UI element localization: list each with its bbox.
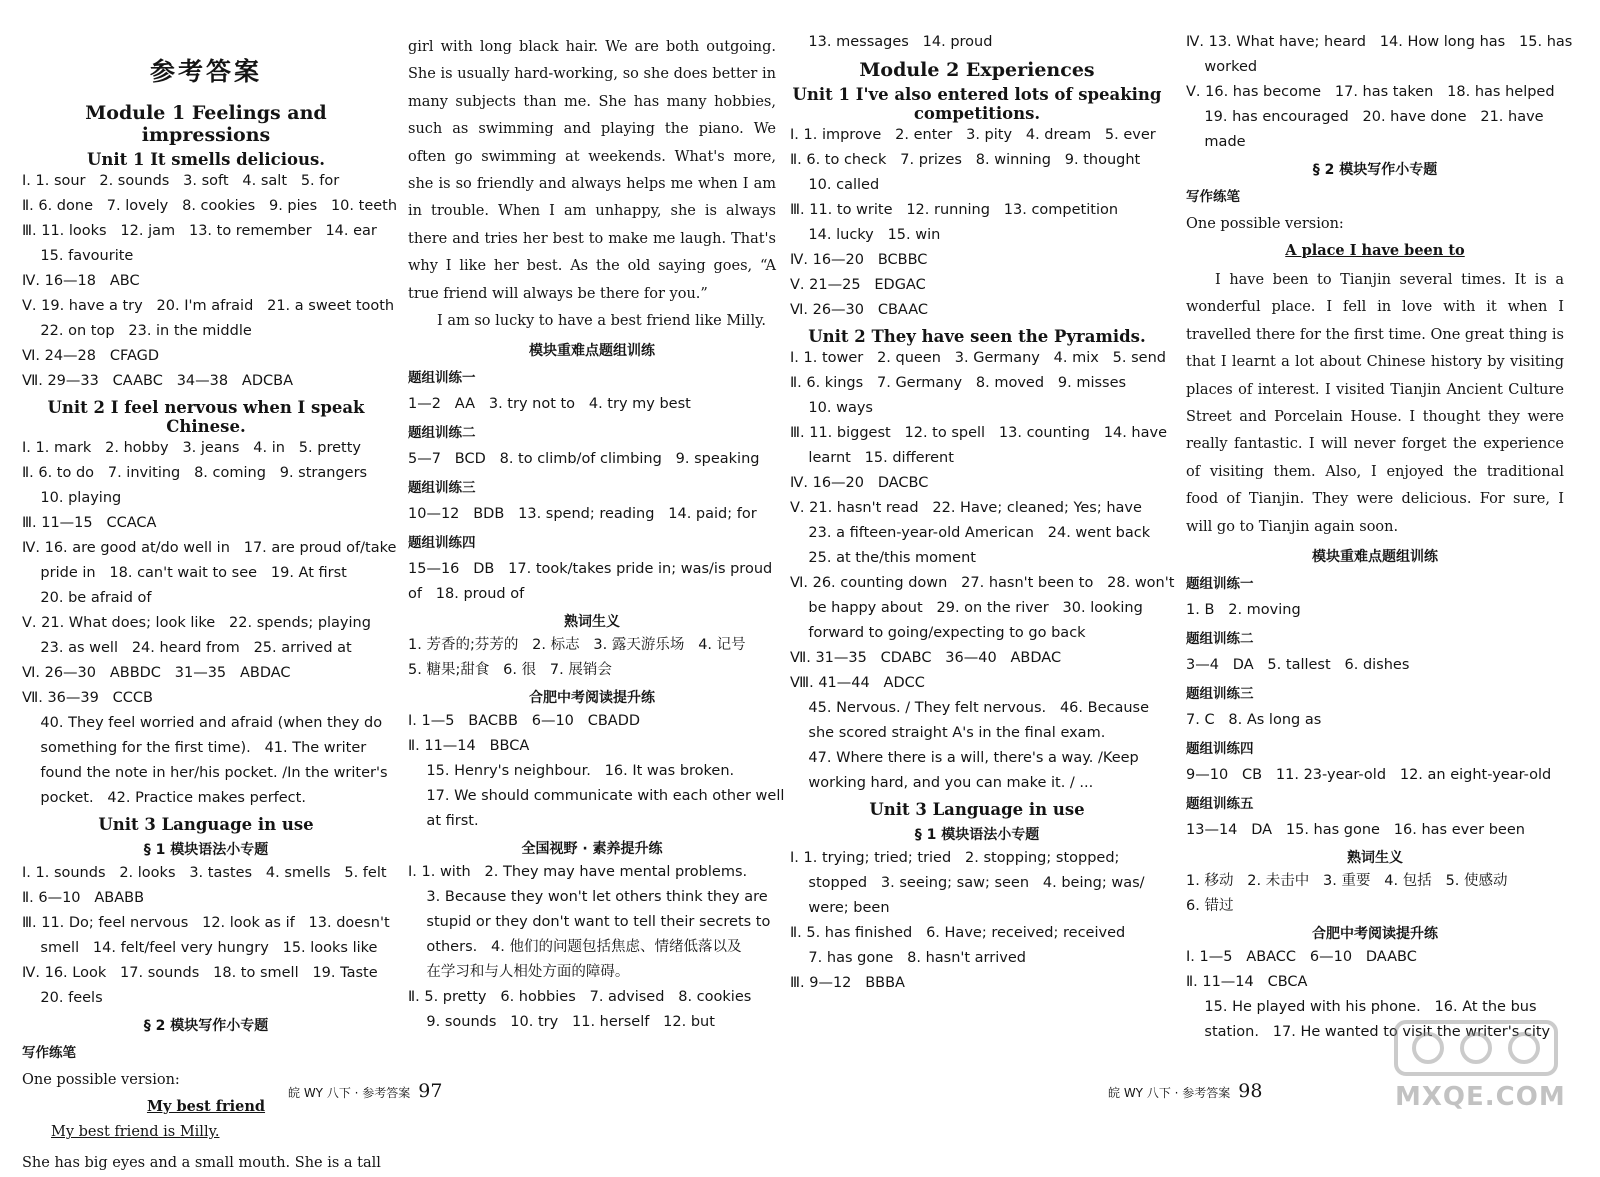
section-heading: 合肥中考阅读提升练 — [529, 690, 655, 707]
unit-heading: Unit 2 They have seen the Pyramids. — [808, 327, 1146, 346]
answer-line: Ⅰ. 1—5 ABACC 6—10 DAABC — [1186, 949, 1417, 966]
answer-line: 19. has encouraged 20. have done 21. have — [1186, 109, 1544, 125]
subsection-label: 题组训练三 — [1186, 686, 1254, 703]
composition-title: A place I have been to — [1285, 242, 1465, 259]
section-heading: 全国视野 · 素养提升练 — [521, 841, 663, 858]
answer-line: Ⅱ. 6. kings 7. Germany 8. moved 9. misses — [790, 375, 1127, 391]
answer-line: Ⅰ. 1—5 BACBB 6—10 CBADD — [408, 713, 641, 730]
answer-line: Ⅴ. 21—25 EDGAC — [790, 277, 926, 293]
composition-paragraph: girl with long black hair. We are both outgoing. She is usually hard-working, so she does better in many subjects than me. She has many hobbies, such as swimming and playing the piano. We often go swimming at weekends. What's more, she is so friendly and always helps me when I am in trouble. When I am unhappy, she is always there and tries her best to make me laugh. That's why I like her best. As the old saying goes, “A true friend will always be there for you.” — [408, 39, 776, 302]
module-heading: Module 2 Experiences — [859, 59, 1095, 81]
answer-line: Ⅳ. 16—20 BCBBC — [790, 252, 928, 268]
answer-line: Ⅴ. 21. hasn't read 22. Have; cleaned; Yes; have — [790, 500, 1142, 516]
answer-line: pride in 18. can't wait to see 19. At first — [22, 565, 347, 581]
text-line: One possible version: — [22, 1072, 180, 1088]
answer-line: were; been — [790, 900, 890, 916]
answer-line: Ⅶ. 29—33 CAABC 34—38 ADCBA — [22, 373, 293, 389]
answer-line: Ⅴ. 16. has become 17. has taken 18. has helped — [1186, 84, 1555, 100]
answer-line: 15. favourite — [22, 248, 134, 264]
composition-title: My best friend — [146, 1098, 266, 1115]
answer-line: Ⅲ. 11. biggest 12. to spell 13. counting 14. have — [790, 425, 1167, 441]
answer-line: learnt 15. different — [790, 450, 954, 466]
answer-line: Ⅲ. 9—12 BBBA — [790, 975, 905, 991]
composition-line: My best friend is Milly. — [51, 1124, 220, 1140]
answer-line: Ⅷ. 41—44 ADCC — [790, 675, 925, 691]
answer-line: 10—12 BDB 13. spend; reading 14. paid; for — [408, 506, 757, 523]
answer-line: something for the first time). 41. The writer — [22, 740, 367, 756]
answer-line: be happy about 29. on the river 30. looking — [790, 600, 1143, 616]
subsection-label: 题组训练一 — [408, 370, 476, 387]
answer-line: Ⅰ. 1. sounds 2. looks 3. tastes 4. smells 5. felt — [22, 865, 387, 881]
section-heading: § 2 模块写作小专题 — [1312, 162, 1438, 178]
answer-line: Ⅳ. 16—20 DACBC — [790, 475, 929, 491]
answer-line: Ⅱ. 11—14 CBCA — [1186, 974, 1308, 991]
answer-line: 15. Henry's neighbour. 16. It was broken. — [408, 763, 735, 780]
answer-line: Ⅱ. 6. to check 7. prizes 8. winning 9. thought — [790, 152, 1141, 168]
answer-line: Ⅰ. 1. mark 2. hobby 3. jeans 4. in 5. pretty — [22, 440, 361, 456]
watermark-text: MXQE.COM — [1395, 1082, 1566, 1112]
answer-line: found the note in her/his pocket. /In the writer's — [22, 765, 388, 781]
answer-line: Ⅳ. 16—18 ABC — [22, 273, 140, 289]
subsection-label: 题组训练二 — [408, 425, 476, 442]
section-heading: 熟词生义 — [564, 614, 620, 631]
answer-line: 5. 糖果;甜食 6. 很 7. 展销会 — [408, 662, 612, 679]
answer-line: 15—16 DB 17. took/takes pride in; was/is proud — [408, 561, 773, 578]
answer-line: Ⅳ. 16. are good at/do well in 17. are proud of/take — [22, 540, 397, 556]
answer-line: 23. as well 24. heard from 25. arrived at — [22, 640, 352, 656]
answer-line: 20. be afraid of — [22, 590, 152, 606]
answer-column-3 — [790, 34, 1175, 1000]
answer-line: worked — [1186, 59, 1258, 75]
answer-line: made — [1186, 134, 1246, 150]
composition-paragraph: She has big eyes and a small mouth. She is a tall — [22, 1155, 381, 1171]
answer-line: Ⅰ. 1. improve 2. enter 3. pity 4. dream 5. ever — [790, 127, 1156, 143]
answer-line: pocket. 42. Practice makes perfect. — [22, 790, 306, 806]
answer-line: Ⅲ. 11. to write 12. running 13. competition — [790, 202, 1119, 218]
answer-line: 1. 芳香的;芬芳的 2. 标志 3. 露天游乐场 4. 记号 — [408, 637, 746, 654]
unit-heading: Unit 1 I've also entered lots of speaking competitions. — [792, 85, 1162, 123]
section-heading: § 2 模块写作小专题 — [143, 1018, 269, 1034]
section-heading: 合肥中考阅读提升练 — [1312, 926, 1438, 943]
answer-column-2 — [408, 34, 785, 1039]
answer-line: Ⅶ. 31—35 CDABC 36—40 ABDAC — [790, 650, 1062, 666]
answer-line: 10. ways — [790, 400, 873, 416]
answer-line: Ⅵ. 26—30 CBAAC — [790, 302, 929, 318]
answer-line: 7. has gone 8. hasn't arrived — [790, 950, 1026, 966]
answer-line: Ⅱ. 6. to do 7. inviting 8. coming 9. strangers — [22, 465, 368, 481]
subsection-label: 题组训练三 — [408, 480, 476, 497]
answer-line: Ⅵ. 24—28 CFAGD — [22, 348, 160, 364]
answer-line: stopped 3. seeing; saw; seen 4. being; was/ — [790, 875, 1145, 891]
answer-line: Ⅴ. 19. have a try 20. I'm afraid 21. a sweet tooth — [22, 298, 395, 314]
answer-line: forward to going/expecting to go back — [790, 625, 1086, 641]
answer-line: she scored straight A's in the final exam. — [790, 725, 1106, 741]
unit-heading: Unit 2 I feel nervous when I speak Chinese. — [47, 398, 365, 436]
answer-line: 22. on top 23. in the middle — [22, 323, 252, 339]
answer-line: 10. called — [790, 177, 880, 193]
answer-line: 10. playing — [22, 490, 122, 506]
answer-line: 在学习和与人相处方面的障碍。 — [408, 964, 630, 981]
module-heading: Module 1 Feelings and impressions — [85, 102, 327, 146]
section-heading: § 1 模块语法小专题 — [914, 827, 1040, 843]
composition-paragraph: I am so lucky to have a best friend like Milly. — [437, 313, 766, 330]
section-heading: 模块重难点题组训练 — [529, 343, 655, 360]
subsection-label: 题组训练四 — [408, 535, 476, 552]
answer-line: Ⅵ. 26—30 ABBDC 31—35 ABDAC — [22, 665, 291, 681]
subsection-label: 写作练笔 — [22, 1045, 76, 1061]
answer-line: stupid or they don't want to tell their secrets to — [408, 914, 771, 931]
answer-line: 1. B 2. moving — [1186, 602, 1301, 619]
answer-line: 13. messages 14. proud — [790, 34, 993, 50]
answer-line: 3. Because they won't let others think they are — [408, 889, 768, 906]
answer-line: working hard, and you can make it. / ... — [790, 775, 1094, 791]
footer-right-label: 皖 WY 八下 · 参考答案 — [1108, 1086, 1231, 1100]
answer-line: Ⅲ. 11. looks 12. jam 13. to remember 14. ear — [22, 223, 377, 239]
answer-line: Ⅱ. 11—14 BBCA — [408, 738, 530, 755]
answer-line: 45. Nervous. / They felt nervous. 46. Because — [790, 700, 1150, 716]
section-heading: 熟词生义 — [1347, 850, 1403, 867]
answer-line: 9—10 CB 11. 23-year-old 12. an eight-year-old — [1186, 767, 1552, 784]
answer-line: 15. He played with his phone. 16. At the bus — [1186, 999, 1537, 1016]
answer-line: Ⅳ. 13. What have; heard 14. How long has 15. has — [1186, 34, 1573, 50]
subsection-label: 题组训练二 — [1186, 631, 1254, 648]
unit-heading: Unit 3 Language in use — [869, 800, 1085, 819]
subsection-label: 题组训练一 — [1186, 576, 1254, 593]
answer-line: 40. They feel worried and afraid (when they do — [22, 715, 383, 731]
answer-line: 6. 错过 — [1186, 898, 1234, 915]
answer-line: Ⅰ. 1. sour 2. sounds 3. soft 4. salt 5. for — [22, 173, 340, 189]
answer-line: Ⅱ. 6. done 7. lovely 8. cookies 9. pies 10. teeth — [22, 198, 398, 214]
unit-heading: Unit 1 It smells delicious. — [86, 150, 326, 169]
answer-line: Ⅱ. 5. pretty 6. hobbies 7. advised 8. cookies — [408, 989, 752, 1006]
subsection-label: 题组训练五 — [1186, 796, 1254, 813]
answer-column-4 — [1186, 34, 1573, 1049]
composition-paragraph: I have been to Tianjin several times. It is a wonderful place. I fell in love with it when I travelled there for the first time. One great thing is that I learnt a lot about Chinese history by visiting places of interest. I visited Tianjin Ancient Culture Street and Porcelain House. I thought they were really fantastic. I will never forget the experience of visiting them. Also, I enjoyed the traditional food of Tianjin. They were delicious. For sure, I will go to Tianjin again soon. — [1186, 272, 1564, 535]
footer-right — [1108, 1080, 1262, 1102]
section-heading: § 1 模块语法小专题 — [143, 842, 269, 858]
footer-left-label: 皖 WY 八下 · 参考答案 — [288, 1086, 411, 1100]
answer-line: Ⅱ. 5. has finished 6. Have; received; received — [790, 925, 1126, 941]
answer-line: Ⅱ. 6—10 ABABB — [22, 890, 145, 906]
answer-line: Ⅰ. 1. with 2. They may have mental problems. — [408, 864, 748, 881]
unit-heading: Unit 3 Language in use — [98, 815, 314, 834]
answer-line: 5—7 BCD 8. to climb/of climbing 9. speaking — [408, 451, 760, 468]
answer-line: at first. — [408, 813, 479, 830]
answer-line: others. 4. 他们的问题包括焦虑、情绪低落以及 — [408, 939, 742, 956]
answer-line: Ⅰ. 1. tower 2. queen 3. Germany 4. mix 5. send — [790, 350, 1166, 366]
answer-line: 7. C 8. As long as — [1186, 712, 1322, 729]
footer-left — [288, 1080, 442, 1102]
text-line: One possible version: — [1186, 216, 1344, 232]
answer-line: 3—4 DA 5. tallest 6. dishes — [1186, 657, 1410, 674]
answer-line: 23. a fifteen-year-old American 24. went back — [790, 525, 1151, 541]
page-number-right: 98 — [1238, 1080, 1263, 1102]
answer-line: smell 14. felt/feel very hungry 15. looks like — [22, 940, 378, 956]
answer-line: Ⅲ. 11—15 CCACA — [22, 515, 157, 531]
answer-line: Ⅵ. 26. counting down 27. hasn't been to 28. won't — [790, 575, 1175, 591]
answer-line: 47. Where there is a will, there's a way. /Keep — [790, 750, 1139, 766]
answer-column-1 — [22, 34, 398, 1177]
subsection-label: 写作练笔 — [1186, 189, 1240, 205]
answer-line: Ⅴ. 21. What does; look like 22. spends; playing — [22, 615, 371, 631]
page-number-left: 97 — [418, 1080, 443, 1102]
answer-line: of 18. proud of — [408, 586, 525, 603]
answer-line: Ⅲ. 11. Do; feel nervous 12. look as if 13. doesn't — [22, 915, 390, 931]
answer-line: station. 17. He wanted to visit the writer's city — [1186, 1024, 1551, 1041]
answer-line: Ⅳ. 16. Look 17. sounds 18. to smell 19. Taste — [22, 965, 378, 981]
answer-line: 1. 移动 2. 未击中 3. 重要 4. 包括 5. 使感动 — [1186, 873, 1508, 890]
answer-line: Ⅶ. 36—39 CCCB — [22, 690, 154, 706]
answer-line: Ⅰ. 1. trying; tried; tried 2. stopping; stopped; — [790, 850, 1120, 866]
answer-line: 1—2 AA 3. try not to 4. try my best — [408, 396, 691, 413]
answer-line: 14. lucky 15. win — [790, 227, 941, 243]
answer-line: 17. We should communicate with each other well — [408, 788, 785, 805]
answer-line: 25. at the/this moment — [790, 550, 976, 566]
section-heading: 模块重难点题组训练 — [1312, 549, 1438, 566]
subsection-label: 题组训练四 — [1186, 741, 1254, 758]
answer-line: 9. sounds 10. try 11. herself 12. but — [408, 1014, 715, 1031]
page-title: 参考答案 — [149, 57, 262, 86]
answer-line: 20. feels — [22, 990, 103, 1006]
answer-line: 13—14 DA 15. has gone 16. has ever been — [1186, 822, 1525, 839]
